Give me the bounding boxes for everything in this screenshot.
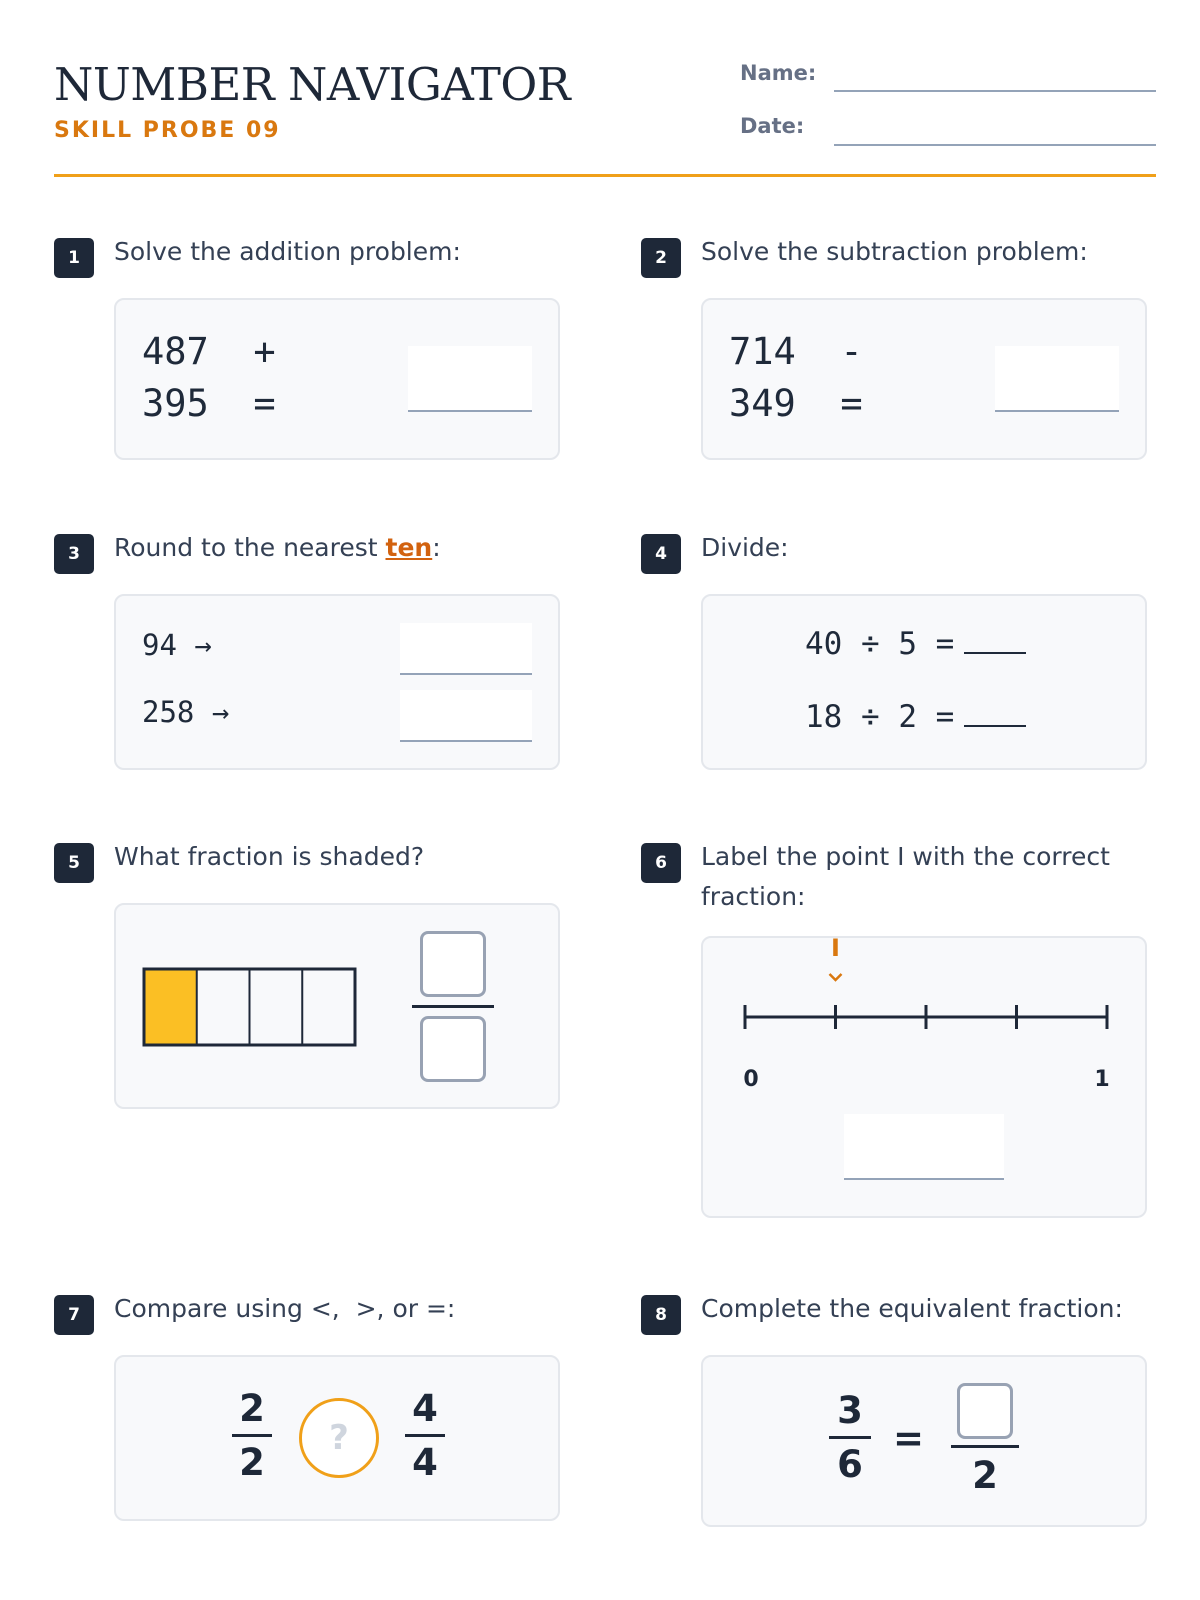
question-prompt: Complete the equivalent fraction: bbox=[701, 1294, 1123, 1323]
question-prompt: What fraction is shaded? bbox=[114, 842, 425, 871]
answer-box[interactable] bbox=[995, 346, 1119, 412]
right-fraction bbox=[405, 1387, 445, 1484]
question-2-box bbox=[701, 298, 1147, 460]
question-prompt: Compare using <, >, or =: bbox=[114, 1294, 456, 1323]
question-7-box bbox=[114, 1355, 560, 1521]
fraction-bar bbox=[405, 1434, 445, 1437]
worksheet-title: NUMBER NAVIGATOR bbox=[54, 58, 571, 111]
denominator-box[interactable] bbox=[420, 1016, 486, 1082]
subtraction-line-1: 714 - bbox=[729, 330, 863, 373]
question-number-badge: 5 bbox=[54, 843, 94, 883]
fraction-bar bbox=[951, 1445, 1019, 1448]
question-4-box bbox=[701, 594, 1147, 770]
question-number-badge: 4 bbox=[641, 534, 681, 574]
question-1-box bbox=[114, 298, 560, 460]
question-prompt: Round to the nearest ten: bbox=[114, 533, 441, 562]
date-label: Date: bbox=[740, 114, 805, 138]
numerator: 4 bbox=[412, 1387, 438, 1430]
addition-line-1: 487 + bbox=[142, 330, 276, 373]
question-number-badge: 3 bbox=[54, 534, 94, 574]
numerator-box[interactable] bbox=[957, 1383, 1013, 1439]
numerator-box[interactable] bbox=[420, 931, 486, 997]
highlight-word: ten bbox=[385, 533, 433, 562]
question-prompt: Solve the subtraction problem: bbox=[701, 237, 1088, 266]
question-prompt: Solve the addition problem: bbox=[114, 237, 461, 266]
shaded-part bbox=[144, 969, 197, 1045]
answer-blank[interactable] bbox=[964, 650, 1026, 654]
end-label: 1 bbox=[1094, 1067, 1110, 1092]
date-field[interactable] bbox=[834, 144, 1156, 146]
question-number-badge: 7 bbox=[54, 1295, 94, 1335]
answer-box[interactable] bbox=[844, 1114, 1004, 1180]
numerator: 2 bbox=[239, 1387, 265, 1430]
denominator: 4 bbox=[412, 1441, 438, 1484]
worksheet-subtitle: SKILL PROBE 09 bbox=[54, 118, 281, 143]
question-8-box bbox=[701, 1355, 1147, 1527]
left-fraction bbox=[232, 1387, 272, 1484]
question-5-box bbox=[114, 903, 560, 1109]
point-label: I bbox=[831, 938, 840, 962]
subtraction-line-2: 349 = bbox=[729, 382, 863, 425]
answer-blank[interactable] bbox=[964, 723, 1026, 727]
question-number-badge: 8 bbox=[641, 1295, 681, 1335]
given-fraction bbox=[829, 1389, 871, 1486]
name-field[interactable] bbox=[834, 90, 1156, 92]
question-number-badge: 1 bbox=[54, 238, 94, 278]
question-prompt: Label the point I with the correct fraction: bbox=[701, 842, 1110, 911]
target-fraction bbox=[951, 1383, 1019, 1497]
answer-box[interactable] bbox=[408, 346, 532, 412]
denominator: 2 bbox=[239, 1441, 265, 1484]
numerator: 3 bbox=[837, 1389, 863, 1432]
division-line-1: 40 ÷ 5 = bbox=[805, 626, 1026, 662]
addition-line-2: 395 = bbox=[142, 382, 276, 425]
point-arrow-icon bbox=[830, 974, 842, 980]
denominator: 2 bbox=[972, 1454, 998, 1497]
answer-fraction bbox=[412, 931, 494, 1082]
division-line-2: 18 ÷ 2 = bbox=[805, 699, 1026, 735]
answer-box[interactable] bbox=[400, 690, 532, 742]
equals-sign: = bbox=[893, 1417, 925, 1460]
fraction-bar-model bbox=[142, 967, 358, 1049]
compare-circle[interactable]: ? bbox=[299, 1398, 379, 1478]
fraction-bar bbox=[412, 1005, 494, 1008]
question-6-box bbox=[701, 936, 1147, 1218]
question-prompt: Divide: bbox=[701, 533, 789, 562]
question-3-box bbox=[114, 594, 560, 770]
start-label: 0 bbox=[743, 1067, 759, 1092]
name-label: Name: bbox=[740, 61, 817, 85]
round-item-2: 258 → bbox=[142, 695, 230, 729]
question-number-badge: 6 bbox=[641, 843, 681, 883]
round-item-1: 94 → bbox=[142, 628, 212, 662]
denominator: 6 bbox=[837, 1443, 863, 1486]
question-number-badge: 2 bbox=[641, 238, 681, 278]
answer-box[interactable] bbox=[400, 623, 532, 675]
fraction-bar bbox=[232, 1434, 272, 1437]
fraction-bar bbox=[829, 1436, 871, 1439]
header-divider bbox=[54, 174, 1156, 177]
